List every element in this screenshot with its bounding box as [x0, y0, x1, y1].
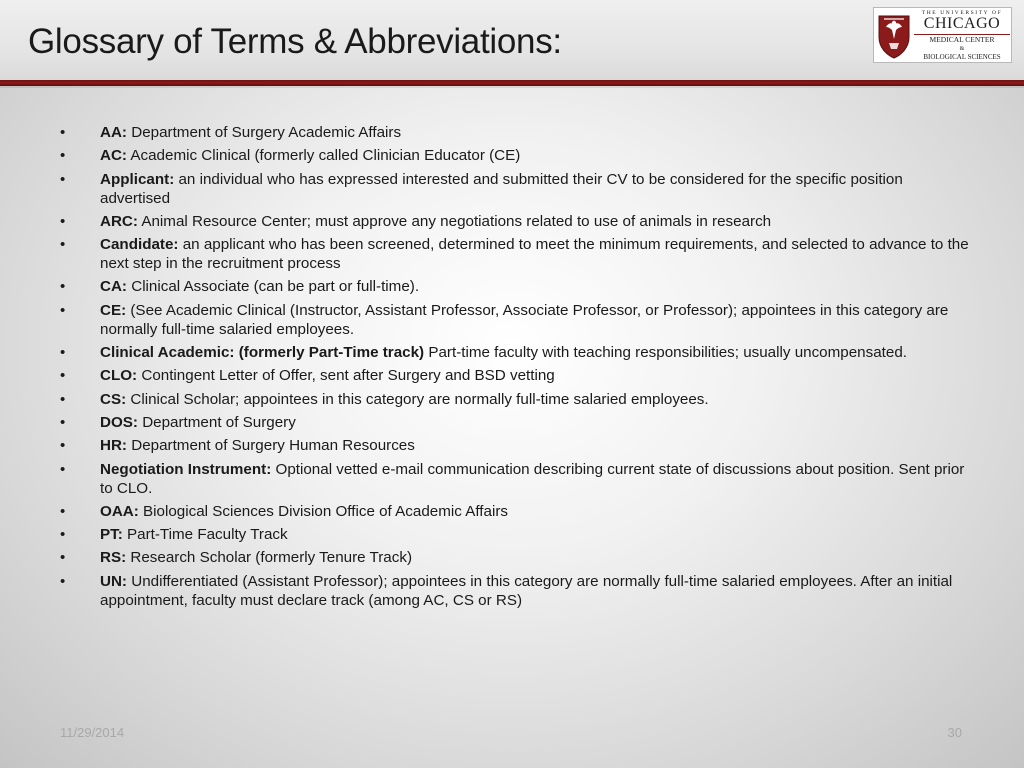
bullet-icon: • [60, 124, 66, 141]
glossary-term: RS: [100, 549, 127, 567]
glossary-definition: Academic Clinical (formerly called Clinician Educator (CE) [127, 147, 521, 165]
glossary-item [60, 525, 970, 544]
glossary-item [60, 212, 970, 231]
bullet-icon: • [60, 278, 66, 296]
glossary-definition: Department of Surgery Academic Affairs [127, 124, 402, 141]
glossary-item [60, 572, 970, 610]
glossary-definition: Contingent Letter of Offer, sent after Surgery and BSD vetting [137, 367, 555, 385]
glossary-item [60, 123, 970, 142]
glossary-item [60, 390, 970, 409]
bullet-icon: • [60, 236, 66, 254]
logo-university-text: THE UNIVERSITY OF [921, 10, 1003, 16]
glossary-item [60, 277, 970, 296]
glossary-item [60, 366, 970, 385]
glossary-term: HR: [100, 437, 127, 455]
glossary-item [60, 343, 970, 362]
logo-biological-sciences-text: BIOLOGICAL SCIENCES [923, 53, 1001, 61]
crest-icon [877, 13, 911, 59]
glossary-item [60, 548, 970, 567]
glossary-item [60, 436, 970, 455]
glossary-definition: Biological Sciences Division Office of Academic Affairs [138, 502, 508, 520]
bullet-icon: • [60, 170, 66, 188]
glossary-item [60, 235, 970, 273]
glossary-list [60, 123, 970, 614]
glossary-definition: Department of Surgery Human Resources [127, 437, 415, 455]
glossary-definition: Department of Surgery [137, 413, 296, 431]
glossary-term: AA: [100, 124, 127, 141]
slide-header [0, 0, 1024, 80]
bullet-icon: • [60, 526, 66, 544]
glossary-item [60, 146, 970, 165]
glossary-item [60, 502, 970, 521]
glossary-term: CA: [100, 278, 127, 296]
glossary-definition: Research Scholar (formerly Tenure Track) [126, 549, 413, 567]
bullet-icon: • [60, 367, 66, 385]
header-divider-shadow [0, 86, 1024, 88]
bullet-icon: • [60, 572, 66, 590]
glossary-term: Negotiation Instrument: [100, 460, 272, 478]
glossary-term: Candidate: [100, 236, 179, 254]
bullet-icon: • [60, 390, 66, 408]
glossary-item [60, 301, 970, 339]
glossary-item [60, 413, 970, 432]
glossary-definition: (See Academic Clinical (Instructor, Assistant Professor, Associate Professor, or Professor); appointees in this category are normally full-time salaried employees. [100, 301, 949, 338]
bullet-icon: • [60, 460, 66, 478]
bullet-icon: • [60, 147, 66, 165]
glossary-definition: Animal Resource Center; must approve any negotiations related to use of animals in research [137, 212, 772, 230]
bullet-icon: • [60, 212, 66, 230]
glossary-definition: an individual who has expressed interested and submitted their CV to be considered for the specific position advertised [100, 170, 903, 207]
glossary-term: AC: [100, 147, 127, 165]
glossary-definition: Part-Time Faculty Track [122, 526, 288, 544]
bullet-icon: • [60, 413, 66, 431]
logo-ampersand-text: & [959, 46, 965, 52]
bullet-icon: • [60, 502, 66, 520]
glossary-term: CE: [100, 301, 127, 319]
glossary-term: CLO: [100, 367, 138, 385]
bullet-icon: • [60, 549, 66, 567]
glossary-term: PT: [100, 526, 123, 544]
glossary-definition: Part-time faculty with teaching responsibilities; usually uncompensated. [424, 344, 907, 362]
slide-title: Glossary of Terms & Abbreviations: [28, 22, 562, 61]
bullet-icon: • [60, 437, 66, 455]
bullet-icon: • [60, 344, 66, 362]
glossary-definition: an applicant who has been screened, determined to meet the minimum requirements, and selected to advance to the next step in the recruitment process [100, 236, 969, 273]
glossary-definition: Optional vetted e-mail communication describing current state of discussions about position. Sent prior to CLO. [100, 460, 965, 497]
glossary-item [60, 170, 970, 208]
logo-medical-center-text: MEDICAL CENTER [929, 35, 995, 44]
glossary-term: DOS: [100, 413, 138, 431]
glossary-definition: Clinical Associate (can be part or full-time). [127, 278, 420, 296]
university-logo [873, 7, 1012, 63]
slide-date: 11/29/2014 [60, 725, 125, 740]
slide-page-number: 30 [947, 725, 962, 740]
glossary-term: Applicant: [100, 170, 175, 188]
glossary-definition: Clinical Scholar; appointees in this category are normally full-time salaried employees. [126, 390, 709, 408]
glossary-term: UN: [100, 572, 127, 590]
glossary-term: OAA: [100, 502, 139, 520]
bullet-icon: • [60, 301, 66, 319]
glossary-term: ARC: [100, 212, 138, 230]
glossary-item [60, 460, 970, 498]
glossary-term: Clinical Academic: (formerly Part-Time track) [100, 344, 425, 362]
logo-chicago-text: CHICAGO [923, 15, 1001, 32]
glossary-definition: Undifferentiated (Assistant Professor); appointees in this category are normally full-time salaried employees. After an initial appointment, faculty must declare track (among AC, CS or RS) [100, 572, 953, 609]
glossary-term: CS: [100, 390, 127, 408]
